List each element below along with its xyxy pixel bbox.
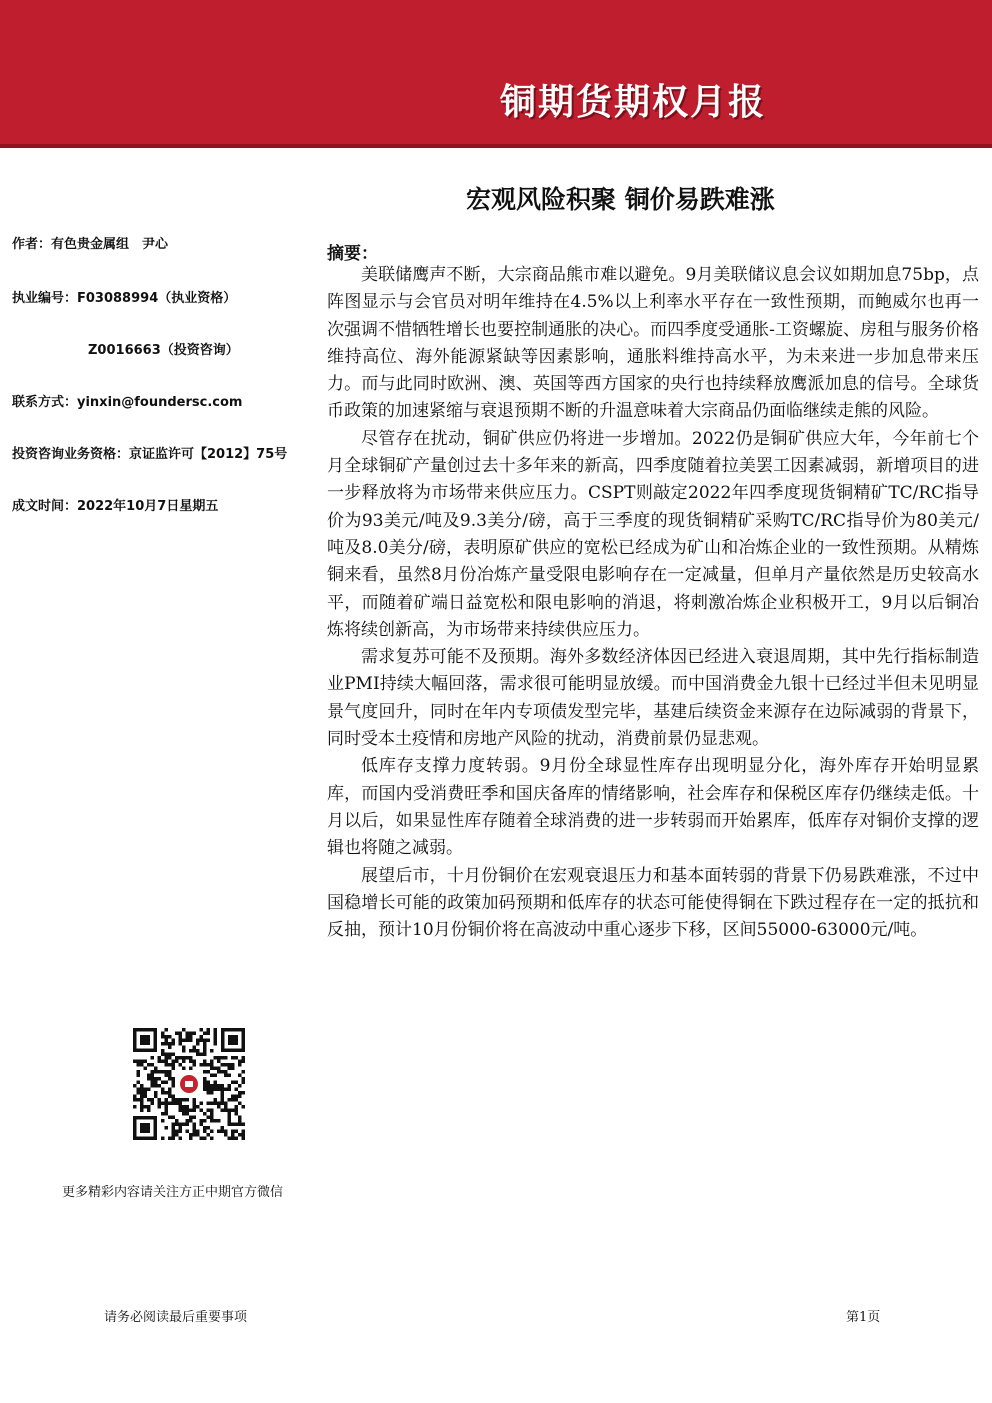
page-number: 第1页	[846, 1310, 881, 1325]
summary-body	[327, 262, 979, 944]
qualification: 投资咨询业务资格：京证监许可【2012】75号	[12, 447, 288, 462]
header-band	[0, 0, 992, 148]
report-title: 铜期货期权月报	[499, 82, 766, 123]
author-line: 作者：有色贵金属组 尹心	[12, 237, 169, 252]
license-number-2: Z0016663（投资咨询）	[88, 343, 239, 358]
summary-paragraph: 美联储鹰声不断，大宗商品熊市难以避免。9月美联储议息会议如期加息75bp，点阵图显示与会官员对明年维持在4.5%以上利率水平存在一致性预期，而鲍威尔也再一次强调不惜牺牲增长也要控制通胀的决心。而四季度受通胀-工资螺旋、房租与服务价格维持高位、海外能源紧缺等因素影响，通胀料维持高水平，为未来进一步加息带来压力。而与此同时欧洲、澳、英国等西方国家的央行也持续释放鹰派加息的信号。全球货币政策的加速紧缩与衰退预期不断的升温意味着大宗商品仍面临继续走熊的风险。	[327, 265, 979, 422]
contact-email[interactable]: 联系方式：yinxin@foundersc.com	[12, 395, 243, 410]
write-date: 成文时间：2022年10月7日星期五	[12, 499, 219, 514]
summary-paragraph: 需求复苏可能不及预期。海外多数经济体因已经进入衰退周期，其中先行指标制造业PMI持续大幅回落，需求很可能明显放缓。而中国消费金九银十已经过半但未见明显景气度回升，同时在年内专项债发型完毕，基建后续资金来源存在边际减弱的背景下，同时受本土疫情和房地产风险的扰动，消费前景仍显悲观。	[327, 647, 979, 750]
qr-code-icon	[133, 1028, 245, 1140]
summary-paragraph: 尽管存在扰动，铜矿供应仍将进一步增加。2022仍是铜矿供应大年，今年前七个月全球铜矿产量创过去十多年来的新高，四季度随着拉美罢工因素减弱，新增项目的进一步释放将为市场带来供应压力。CSPT则敲定2022年四季度现货铜精矿TC/RC指导价为93美元/吨及9.3美分/磅，高于三季度的现货铜精矿采购TC/RC指导价为80美元/吨及8.0美分/磅，表明原矿供应的宽松已经成为矿山和冶炼企业的一致性预期。从精炼铜来看，虽然8月份冶炼产量受限电影响存在一定减量，但单月产量依然是历史较高水平，而随着矿端日益宽松和限电影响的消退，将刺激冶炼企业积极开工，9月以后铜冶炼将续创新高，为市场带来持续供应压力。	[327, 428, 979, 640]
doc-title: 宏观风险积聚 铜价易跌难涨	[466, 185, 775, 214]
summary-paragraph: 展望后市，十月份铜价在宏观衰退压力和基本面转弱的背景下仍易跌难涨，不过中国稳增长可能的政策加码预期和低库存的状态可能使得铜在下跌过程存在一定的抵抗和反抽，预计10月份铜价将在高波动中重心逐步下移，区间55000-63000元/吨。	[327, 865, 979, 941]
qr-caption: 更多精彩内容请关注方正中期官方微信	[62, 1185, 284, 1200]
summary-paragraph: 低库存支撑力度转弱。9月份全球显性库存出现明显分化，海外库存开始明显累库，而国内受消费旺季和国庆备库的情绪影响，社会库存和保税区库存仍继续走低。十月以后，如果显性库存随着全球消费的进一步转弱而开始累库，低库存对铜价支撑的逻辑也将随之减弱。	[327, 756, 979, 859]
summary-label: 摘要：	[327, 244, 378, 264]
footer-notice: 请务必阅读最后重要事项	[104, 1310, 248, 1325]
license-number: 执业编号：F03088994（执业资格）	[12, 291, 237, 306]
